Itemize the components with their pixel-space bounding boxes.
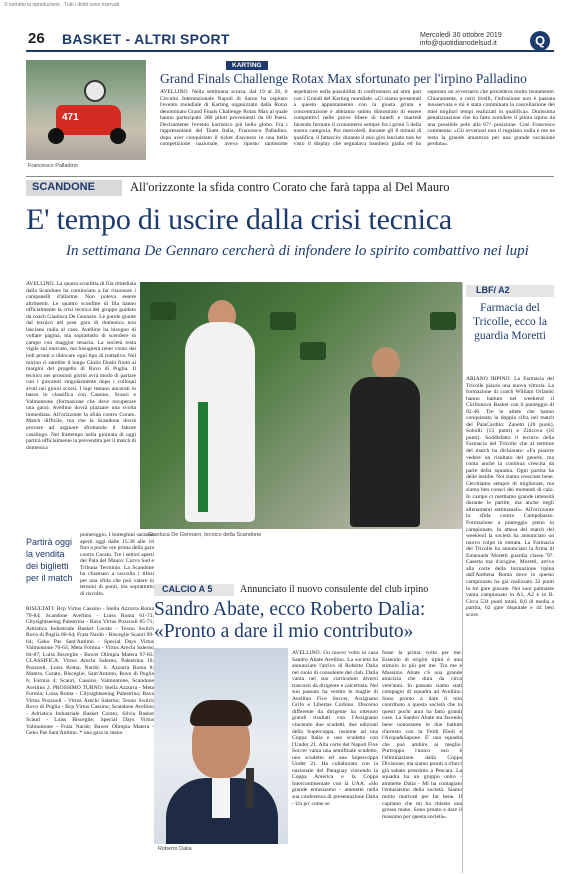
stand-seat — [270, 312, 296, 330]
staff-head-shape — [372, 347, 400, 379]
newspaper-logo: Q — [530, 31, 550, 51]
microphone-icon — [246, 768, 254, 808]
dalia-photo — [154, 648, 288, 844]
hair-shape — [190, 700, 252, 726]
karting-photo-caption: Francesco Palladino — [28, 163, 78, 169]
scandone-tag-label: SCANDONE — [32, 181, 95, 193]
scandone-article-body: AVELLINO. La quarta sconfitta di fila rimediata dalla Scandone ha cominciato a far risuonare i campanelli d'allarme. Non poteva essere altrimenti. Le quattro sconfitte di fila hanno ufficialmente la crisi tecnica del gruppo guidato da coach Gianluca De Gennaro. Le parole giunte dal tecnico nel post gara di domenica non lasciano nulla al caso. Avellino ha bisogno di voltare pagina, ma soprattutto di scendere in campo con maggior tenacia. La società resta vigile sul mercato, ma bisognerà tener conto dei lodi pronti a riblocare ogni tipo di trattativa. Nel mirino ci sarebbe il lungo Giulio Dushi finito ai margini del progetto di Ruvo di Puglia. Il tecnico nei prossimi giorni avrà modo di parlare con i giocatori singolarmente dopo i colloqui avuti nei giorni scorsi. I lupi restano ancorati in basso in classifica con Cassino, Scauri e Valmontone (formazione che deve recuperare una gara). Avellino dovrà piazzare una svolta immediata. All'orizzonte la sfida contro Corato. Match difficile, ma che la Scandone dovrà provare ad arginare sfruttando il fattore casalingo. Nel frattempo nella giornata di oggi partirà ufficialmente la prevendita per il match di domenica — [26, 281, 136, 451]
lbf-tag — [466, 285, 554, 297]
lbf-tag-label: LBF/ A2 — [476, 285, 510, 295]
stand-seat — [150, 302, 176, 320]
lbf-headline: Farmacia del Tricolle, ecco la guardia Moretti — [473, 302, 547, 342]
scandone-pull-quote: Partirà oggi la vendita dei biglietti per il match — [26, 537, 73, 583]
lbf-article-body: ARIANO IRPINO. La Farmacia del Tricolle piazza una nuova vittoria. La formazione di coach William Orlando hanno battuto nel weekend il Cirillonova Basket con il punteggio di 82-46. Tre le atlete che hanno conquistato la doppia cifra nel match del PalaCardito: Zanetti (20 punti), Sobolli (13 punti) e Zilicova (16 punti). Soddisfatto il tecnico della Farmacia del Tricolle che al termine del match ha dichiarato: «Fa piacere vedere un risultato del genere, ma conta anche la continua crescita da parte della squadra. Ogni partita ha delle insidie. Noi siamo cresciute bene. Cerchiamo sempre di migliorare, ma siamo ben consci dei momenti di calo. In campo ci mettiamo grande intensità durante le partite, ma anche negli allenamenti settimanali». All'orizzonte la sfida contro Campobasso. Formazione a punteggio pieno in campionato. In attesa del match del weekend la società ha annunciato un nuovo colpo in entrata. La Farmacia del Tricolle ha annunciato la firma di Emanuela Moretti guardia classe '97. Caserta ma d'origine, Moretti, arriva alla corte della formazione irpina dall'Anthena Roma dove in questo campionato ha già realizzato 32 punti in tre gare giocate. Nei suoi palmares vanta campionato in A1, A2 e in B. Circa 534 punti totali, 8,6 di media a partita, 62 gare disputate e 44 best score. — [466, 376, 554, 618]
shirt-shape — [212, 778, 230, 818]
section-title: BASKET - ALTRI SPORT — [62, 31, 230, 47]
karting-article-body: AVELLINO. Nella settimana scorsa, dal 19 al 26, il Circuito Internazionale Napoli di Sarno ha ospitato l'evento mondiale di Karting organizzato dalla Rotax denominato Grand Finals Challenge Rotax Max al quale hanno partecipato 380 piloti provenienti da 60 Paesi. Decisamente l'evento kartistico più bello globo. Fra i rappresentanti del Team Italia, Francesco Palladino, dopo aver conquistato il ticket d'accesso in una bella competizione nazionale, aveva riposto tantissime aspettative nella possibilità di confrontarsi ad armi pari con i Grandi del Karting mondiale. «Ci siamo presentati a questo appuntamento con la giusta grinta e concentrazione e abbiamo subito dimostrato di essere competitivi nelle prove libere di lunedì e martedì facendo fermare il cronometro sempre fra i primi 5 della nostra categoria. Poi mercoledì, durante gli 8 minuti di qualifica, il fattaccio: durante il mio giro lanciato non ho visto il display che segnalava bandiera gialla ed ho superato un avversario che procedeva molto lentamente. Chiaramente, a certi livelli, l'infrazione non è passata inosservata e mi è stata comminata la cancellazione dei miei migliori tempi realizzati in qualifica». Durissima penalizzazione che ha fatto scendere il pilota irpino da una possibile pole alla 67^ posizione. Così Francesco commenta: «Gli avversari non ti regalano nulla e me ne resta la grande amarezza per una grande occasione perduta». — [160, 89, 555, 148]
scandone-article-continued: pomeriggio. I botteghini saranno aperti oggi dalle 15:30 alle 18 fino a poche ore prima della gara contro Corato. Tre i settori aperti del Pala del Mauro: Curva Sud e Tribuna Terminio. La Scandone ha chiamato a raccolta i tifosi per una sfida che può valere in termini di punti, ma soprattutto di risvolto. — [80, 532, 154, 597]
scandone-kicker: All'orizzonte la sfida contro Corato che farà tappa al Del Mauro — [130, 180, 450, 194]
stand-seat — [430, 312, 456, 330]
kart-number: 471 — [62, 112, 79, 123]
calcio-headline: Sandro Abate, ecco Roberto Dalia: — [154, 599, 426, 620]
scandone-results-standings: RISULTATI: Bcp Virtus Cassino - Stella Azzurra Roma 79-84; Scandone Avellino - Luiss Roma 61-73; Citysightseeing Palestrina - Bava Virtus Pozzuoli 85-71; Adriatica Industriale Basket Corato - Texno Switch Ruvo di Puglia 80-64; Frata Nardò - Bisceglie Scauri 99-64; Geko Pas Sant'Antimo - Special Days Virtus Valmontone 70-63; Meta Formia - Virtus Arechi Salerno 84-87; Luiss Bisceglie - Bawer Olimpia Matera 97-83. CLASSIFICA: Virtus Arechi Salerno, Palestrina 10; Pozzuoli, Luiss Roma, Nardò; S. Azzurra Roma 8; Matera, Corato, Bisceglie, Sant'Antimo, Ruvo di Puglia 6; Formia 4; Scauri, Cassino, Valmontone, Scandone Avellino 2. PROSSIMO TURNO: Stella Azzurra - Meta Formia; Luiss Roma - Citysightseeing Palestrina; Bava Virtus Pozzuoli - Virtus Arechi Salerno; Texno Switch Ruvo di Puglia - Bcp Virtus Cassino; Scandone Avellino - Adriatica Industriale Basket Corato; Silvia Basket Scauri - Luiss Bisceglie; Special Days Virtus Valmontone - Frata Nardò; Bawer Olimpia Matera - Geko Pas Sant'Antimo. * una gara in meno — [26, 606, 154, 737]
wheel-shape — [110, 128, 126, 144]
page-number: 26 — [28, 30, 45, 47]
calcio-tag-label: CALCIO A 5 — [162, 584, 213, 594]
karting-tag: KARTING — [226, 61, 268, 70]
scandone-tag — [26, 180, 122, 196]
copyright-notice: © estratto la riproduzione . Tutti i diritti sono riservati — [4, 2, 120, 8]
staff-figure-shape — [350, 377, 420, 527]
scandone-coach-photo — [140, 282, 462, 529]
calcio-headline-quote: «Pronto a dare il mio contributo» — [154, 621, 414, 642]
stand-seat — [300, 342, 326, 360]
wheel-shape — [48, 128, 64, 144]
calcio-kicker: Annunciato il nuovo consulente del club irpino — [240, 584, 429, 595]
calcio-article-continued: fosse la prima volta per me. Essendo di origini irpini è uno stimolo in più per me. Tra me e Massimo Abate c'è una grande amicizia che dura da circa vent'anni. In passato siamo stati compagni di squadra ad Avellino. Sono pronto a dare il mio contributo a questa società che in questi pochi anni ha fatto grandi cose. La Sandro Abate sta facendo bene nonostante le due battute d'arresto con la Feldi Eboli e l'Acqua&Sapone. E' una squadra che può ambire ai meglio. Purtroppo l'unico neo è l'eliminazione dalla Coppa Divisione, ma siamo pronti a rifarci già sabato prossimo a Pescara. La squadra ha un gruppo unito - ammette Dalia - Mi ha contagiato l'entusiasmo della società. Siamo molto motivati per far bene. Il capitano che mi ha chiesto una grossa mano. Sono pronto a dare il massimo per questa società». — [382, 650, 462, 820]
coach-figure-shape — [185, 322, 255, 522]
dalia-photo-caption: Roberto Dalia — [158, 846, 192, 852]
karting-headline: Grand Finals Challenge Rotax Max sfortunato per l'irpino Palladino — [160, 71, 527, 86]
issue-date — [420, 32, 502, 48]
scandone-photo-caption: Gianluca De Gennaro, tecnico della Scandone — [148, 532, 262, 538]
scandone-subheadline: In settimana De Gennaro cercherà di infondere lo spirito combattivo nei lupi — [66, 243, 529, 259]
section-divider — [26, 176, 554, 177]
helmet-shape — [84, 80, 106, 102]
column-divider — [462, 283, 463, 873]
calcio-tag — [154, 584, 234, 596]
jersey-stripe-shape — [198, 402, 208, 512]
header-divider — [26, 50, 554, 52]
karting-photo — [26, 60, 146, 160]
email-text: info@quotidianodelsud.it — [420, 40, 497, 47]
calcio-article-body: AVELLINO. Un nuovo volto in casa Sandro Abate Avellino. La società ha annunciato l'arrivo di Roberto Dalia nel ruolo di consulente del club. Dalia vanta nel suo curriculum diversi trascorsi da dirigente e calcettista. Nel suo passato ha vestito le maglie di Avellino Five Soccer, Arzignano Grifo e Libertas Corbino. Discorso differente da dirigente ha ottenuto grandi risultati con l'Arzignano vincendo due scudetti, due edizioni della Supercoppa, insieme ad una Coppa Italia e uno scudetto con l'Under 21. Alla corte del Napoli Five Soccer vanta una semifinale scudetto, uno scudetto ed una Supercoppa Under 21. Ha collaborato con la nazionale del Paraguay vincendo la Coppa America e la Coppa Intercontinentale con la UAA. «Ho grande entusiasmo - ammette nella sua conferenza di presentazione Dalia - Un po' come se — [292, 650, 378, 807]
scandone-headline: E' tempo di uscire dalla crisi tecnica — [26, 203, 452, 236]
date-text: Mercoledì 30 ottobre 2019 — [420, 32, 502, 39]
